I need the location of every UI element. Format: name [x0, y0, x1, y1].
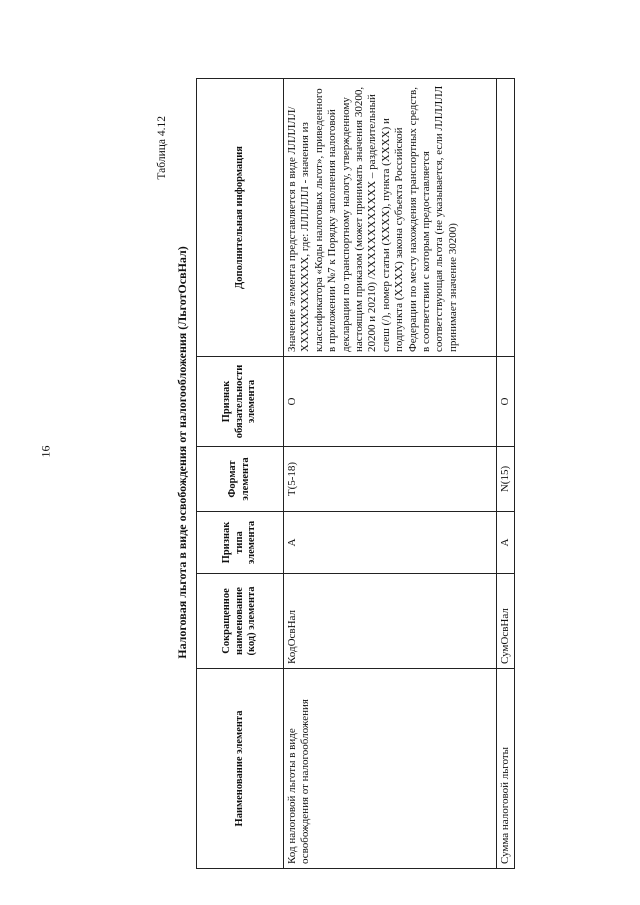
table-header-row — [197, 79, 284, 869]
cell-code: СумОсвНал — [497, 574, 515, 669]
cell-format: T(5-18) — [284, 447, 497, 512]
element-spec-table — [196, 78, 515, 869]
cell-type: А — [497, 512, 515, 574]
cell-required: О — [497, 357, 515, 447]
page-number: 16 — [38, 445, 53, 458]
header-element-format: Формат элемента — [197, 447, 284, 512]
header-element-code: Сокращенное наименование (код) элемента — [197, 574, 284, 669]
header-additional-info: Дополнительная информация — [197, 79, 284, 357]
cell-info — [497, 79, 515, 357]
table-title: Налоговая льгота в виде освобождения от налогообложения (ЛьготОсвНал) — [175, 246, 189, 659]
cell-format: N(15) — [497, 447, 515, 512]
table-row — [284, 79, 497, 869]
cell-info: Значение элемента представляется в виде ЛЛЛЛЛЛ/ХХХХХХХХХХХХ, где: ЛЛЛЛЛЛ - значения из классификатора «Коды налоговых льгот», приведенного в приложении №7 к Порядку заполнения налоговой декларации по транспортному налогу, утвержденному настоящим приказом (может принимать значения 30200, 20200 и 20210) /ХХХХХХХХХХХХ – разделительный слеш (/), номер статьи (ХХХХ), пункта (ХХХХ) и подпункта (ХХХХ) закона субъекта Российской Федерации по месту нахождения транспортных средств, в соответствии с которым предоставляется соответствующая льгота (не указывается, если ЛЛЛЛЛЛ принимает значение 30200) — [284, 79, 497, 357]
cell-name: Сумма налоговой льготы — [497, 669, 515, 869]
cell-code: КодОсвНал — [284, 574, 497, 669]
cell-type: А — [284, 512, 497, 574]
header-element-type: Признак типа элемента — [197, 512, 284, 574]
header-element-name: Наименование элемента — [197, 669, 284, 869]
cell-required: О — [284, 357, 497, 447]
header-element-required: Признак обязательности элемента — [197, 357, 284, 447]
cell-name: Код налоговой льготы в виде освобождения от налогообложения — [284, 669, 497, 869]
table-number: Таблица 4.12 — [156, 116, 168, 180]
table-row — [497, 79, 515, 869]
